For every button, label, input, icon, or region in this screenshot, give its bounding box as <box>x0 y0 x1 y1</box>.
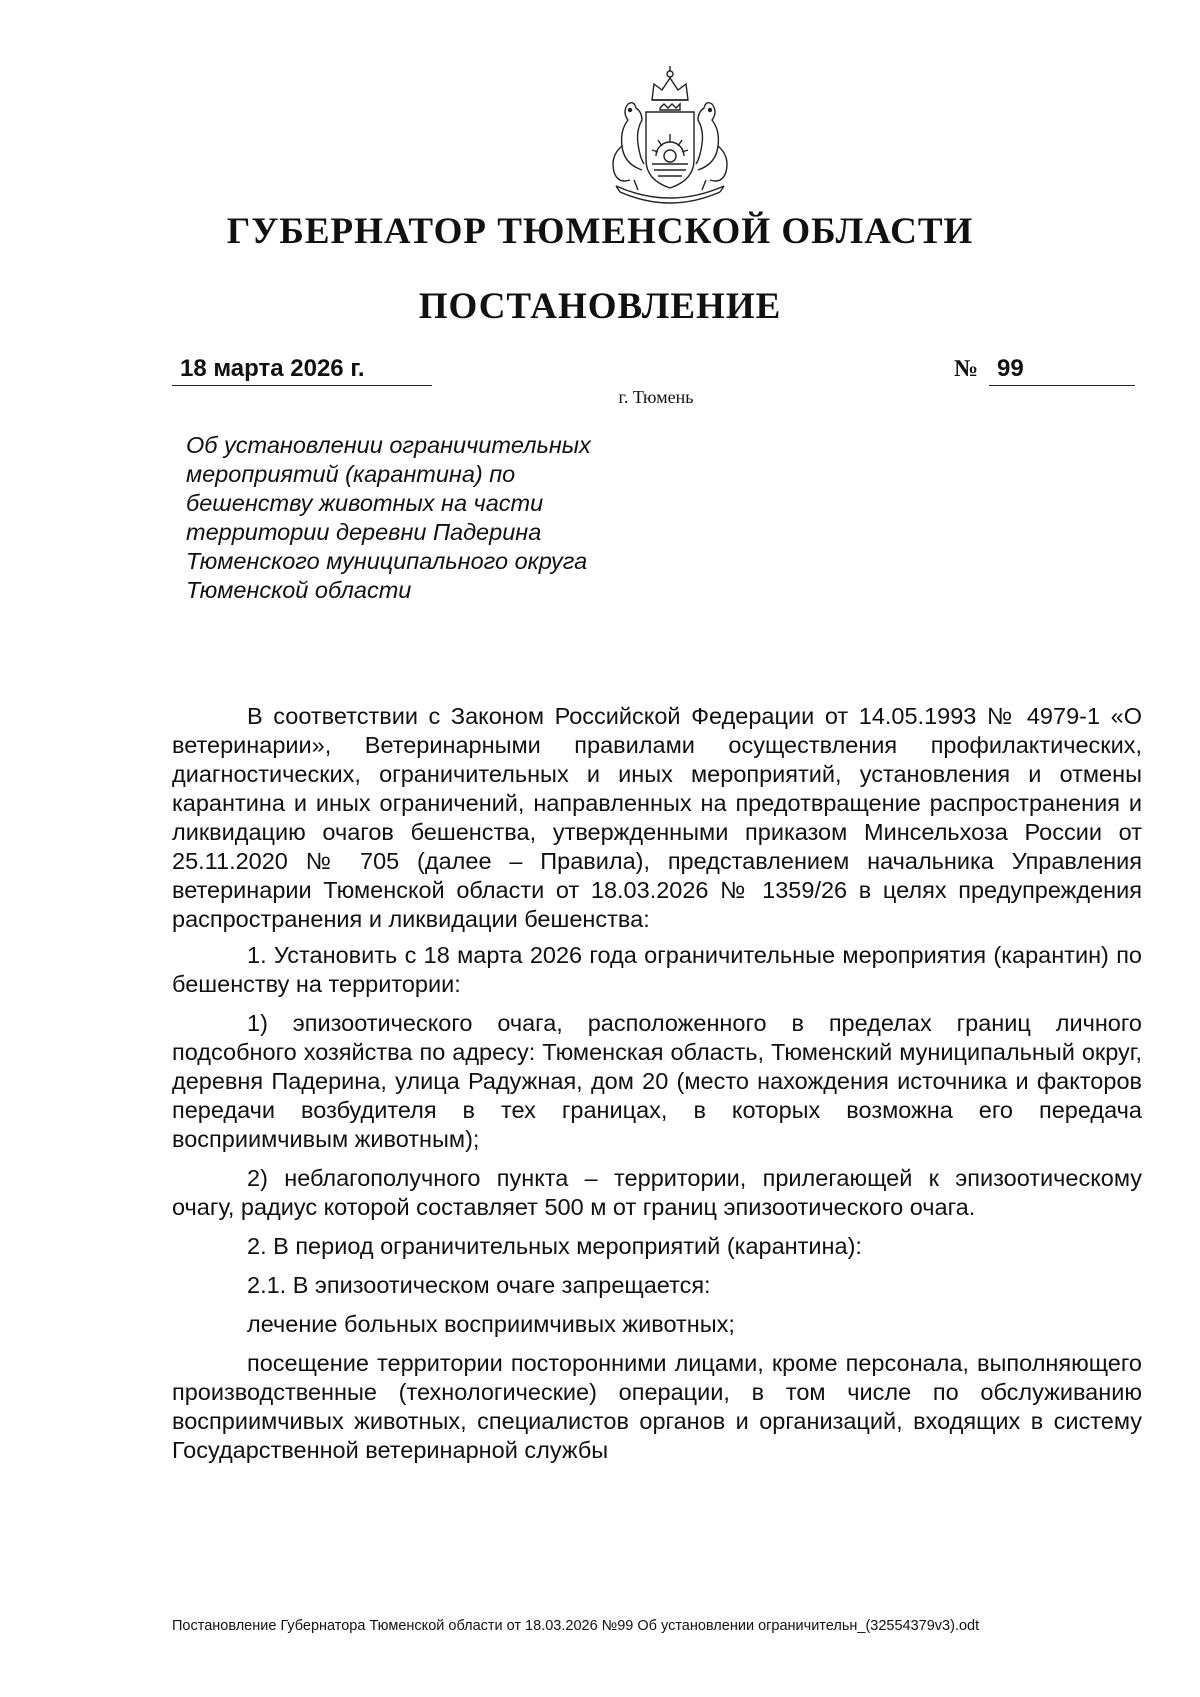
body-paragraph-item-1: 1. Установить с 18 марта 2026 года ограничительные мероприятия (карантин) по бешенству на территории: <box>172 942 1142 997</box>
document-subject <box>186 431 646 605</box>
document-type-title: ПОСТАНОВЛЕНИЕ <box>418 286 782 327</box>
body-paragraph-item-2-1-a: лечение больных восприимчивых животных; <box>247 1311 735 1337</box>
document-city: г. Тюмень <box>618 387 694 407</box>
body-paragraph-item-2-1-b: посещение территории посторонними лицами, кроме персонала, выполняющего производственные (технологические) операции, в том числе по обслуживанию восприимчивых животных, специалистов органов и организаций, входящих в систему Государственной ветеринарной службы <box>172 1350 1142 1463</box>
coat-of-arms-icon <box>590 60 750 210</box>
body-paragraph-item-2: 2. В период ограничительных мероприятий (карантина): <box>247 1233 862 1259</box>
subject-line: бешенству животных на части <box>186 490 544 516</box>
document-number: 99 <box>989 355 1135 386</box>
subject-line: Об установлении ограничительных <box>186 432 591 458</box>
body-paragraph-preamble: В соответствии с Законом Российской Федерации от 14.05.1993 № 4979-1 «О ветеринарии», Ветеринарными правилами осуществления профилактических, диагностических, ограничительных и иных мероприятий, установления и отмены карантина и иных ограничений, направленных на предотвращение распространения и ликвидацию очагов бешенства, утвержденными приказом Минсельхоза России от 25.11.2020 № 705 (далее – Правила), представлением начальника Управления ветеринарии Тюменской области от 18.03.2026 № 1359/26 в целях предупреждения распространения и ликвидации бешенства: <box>172 703 1142 932</box>
body-paragraph-item-2-1: 2.1. В эпизоотическом очаге запрещается: <box>247 1272 711 1298</box>
issuing-authority-title: ГУБЕРНАТОР ТЮМЕНСКОЙ ОБЛАСТИ <box>226 211 974 252</box>
subject-line: территории деревни Падерина <box>186 519 542 545</box>
body-paragraph-item-1-1: 1) эпизоотического очага, расположенного в пределах границ личного подсобного хозяйства по адресу: Тюменская область, Тюменский муниципальный округ, деревня Падерина, улица Радужная, дом 20 (место нахождения источника и факторов передачи возбудителя в тех границах, в которых возможна его передача восприимчивым животным); <box>172 1010 1142 1152</box>
document-body <box>172 702 1142 1465</box>
body-paragraph-item-1-2: 2) неблагополучного пункта – территории, прилегающей к эпизоотическому очагу, радиус которой составляет 500 м от границ эпизоотического очага. <box>172 1165 1142 1220</box>
file-name-footer: Постановление Губернатора Тюменской области от 18.03.2026 №99 Об установлении ограничительн_(32554379v3).odt <box>172 1618 980 1634</box>
subject-line: Тюменского муниципального округа <box>186 548 588 574</box>
document-number-label: № <box>954 356 979 382</box>
subject-line: мероприятий (карантина) по <box>186 461 516 487</box>
subject-line: Тюменской области <box>186 577 412 603</box>
document-date: 18 марта 2026 г. <box>172 355 432 386</box>
